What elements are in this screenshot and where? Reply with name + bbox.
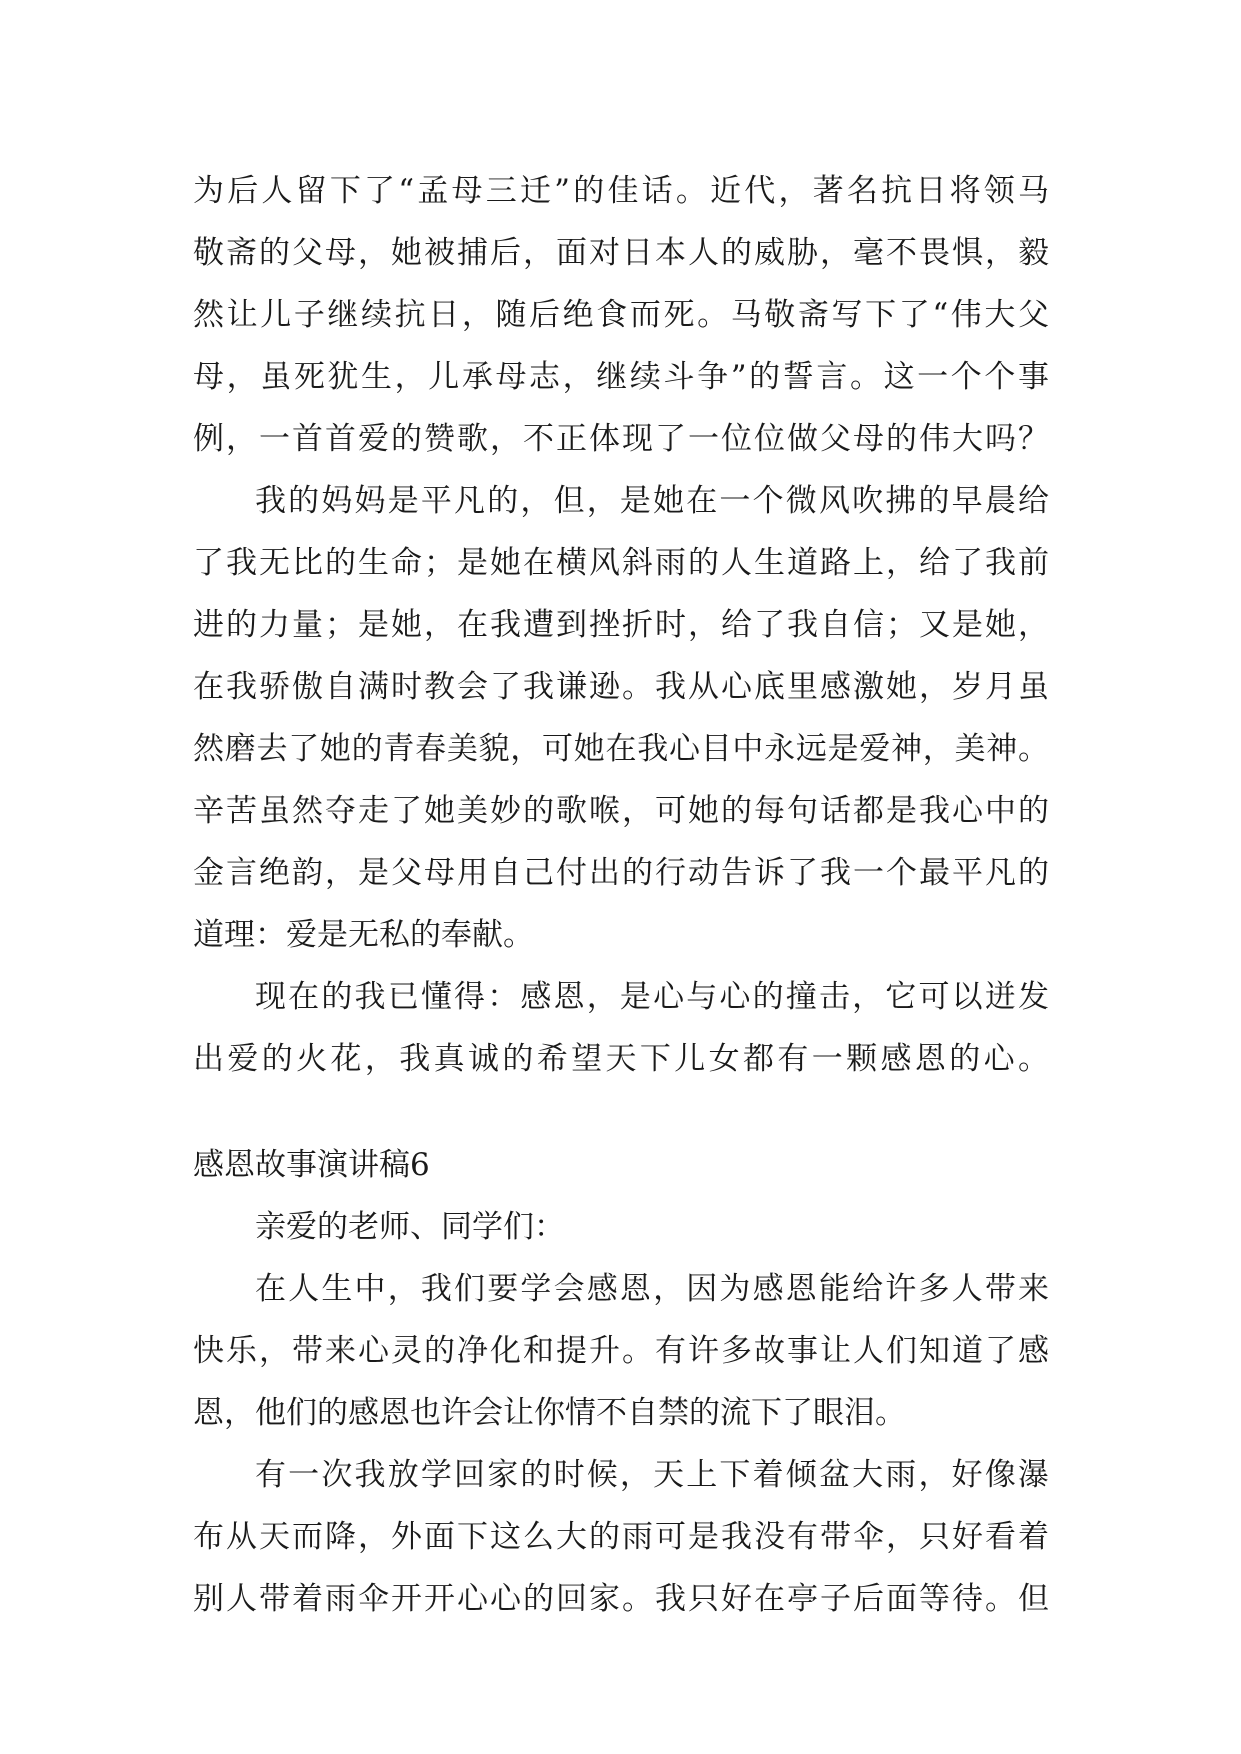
section-heading: 感恩故事演讲稿6 xyxy=(193,1147,430,1183)
text-line: 辛苦虽然夺走了她美妙的歌喉，可她的每句话都是我心中的 xyxy=(193,793,1049,829)
text-line: 例，一首首爱的赞歌，不正体现了一位位做父母的伟大吗？ xyxy=(193,421,1049,457)
paragraph-mother xyxy=(193,470,1049,966)
greeting-line: 亲爱的老师、同学们： xyxy=(255,1209,565,1245)
text-line: 了我无比的生命；是她在横风斜雨的人生道路上，给了我前 xyxy=(193,545,1049,581)
text-line: 有一次我放学回家的时候，天上下着倾盆大雨，好像瀑 xyxy=(255,1457,1049,1493)
paragraph-rain-story xyxy=(193,1444,1049,1630)
text-line: 布从天而降，外面下这么大的雨可是我没有带伞，只好看着 xyxy=(193,1519,1049,1555)
text-line: 敬斋的父母，她被捕后，面对日本人的威胁，毫不畏惧，毅 xyxy=(193,235,1049,271)
text-line: 恩，他们的感恩也许会让你情不自禁的流下了眼泪。 xyxy=(193,1395,906,1431)
document-page xyxy=(193,160,1049,1630)
text-line: 母，虽死犹生，儿承母志，继续斗争”的誓言。这一个个事 xyxy=(193,359,1049,395)
text-line: 在人生中，我们要学会感恩，因为感恩能给许多人带来 xyxy=(255,1271,1049,1307)
paragraph-conclusion xyxy=(193,966,1049,1090)
text-line: 别人带着雨伞开开心心的回家。我只好在亭子后面等待。但 xyxy=(193,1581,1049,1617)
text-line: 现在的我已懂得：感恩，是心与心的撞击，它可以迸发 xyxy=(255,979,1049,1015)
paragraph-continuation xyxy=(193,160,1049,470)
text-line: 我的妈妈是平凡的，但，是她在一个微风吹拂的早晨给 xyxy=(255,483,1049,519)
text-line: 然磨去了她的青春美貌，可她在我心目中永远是爱神，美神。 xyxy=(193,731,1049,767)
text-line: 然让儿子继续抗日，随后绝食而死。马敬斋写下了“伟大父 xyxy=(193,297,1049,333)
text-line: 快乐，带来心灵的净化和提升。有许多故事让人们知道了感 xyxy=(193,1333,1049,1369)
section-spacer xyxy=(193,1090,1049,1134)
text-line: 金言绝韵，是父母用自己付出的行动告诉了我一个最平凡的 xyxy=(193,855,1049,891)
text-line: 在我骄傲自满时教会了我谦逊。我从心底里感激她，岁月虽 xyxy=(193,669,1049,705)
text-line: 为后人留下了“孟母三迁”的佳话。近代，著名抗日将领马 xyxy=(193,173,1049,209)
paragraph-gratitude xyxy=(193,1258,1049,1444)
text-line: 道理：爱是无私的奉献。 xyxy=(193,917,534,953)
text-line: 出爱的火花，我真诚的希望天下儿女都有一颗感恩的心。 xyxy=(193,1041,1049,1077)
text-line: 进的力量；是她，在我遭到挫折时，给了我自信；又是她， xyxy=(193,607,1049,643)
